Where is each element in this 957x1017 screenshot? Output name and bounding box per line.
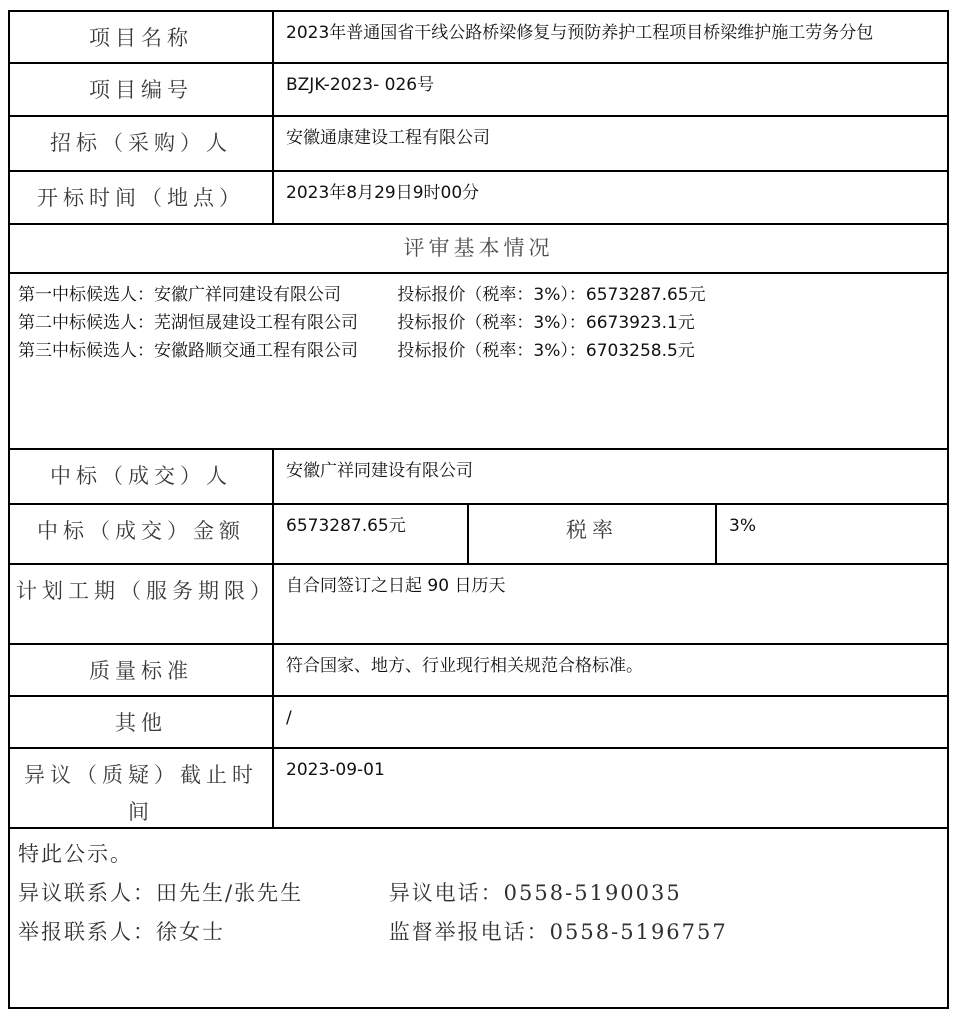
winner-label: 中标（成交）人 <box>10 450 274 503</box>
other-label: 其他 <box>10 697 274 747</box>
bid-opening-label: 开标时间（地点） <box>10 172 274 223</box>
objection-phone: 异议电话：0558-5190035 <box>388 881 682 905</box>
quality-standard-label: 质量标准 <box>10 645 274 695</box>
candidate-list <box>10 274 947 448</box>
project-name-value: 2023年普通国省干线公路桥梁修复与预防养护工程项目桥梁维护施工劳务分包 <box>286 23 874 43</box>
project-number-label: 项目编号 <box>10 64 274 115</box>
candidate-item <box>18 337 939 365</box>
table-row-other <box>10 697 947 749</box>
objection-contact-person: 异议联系人：田先生/张先生 <box>18 881 304 905</box>
table-row-review-section-header <box>10 225 947 274</box>
report-phone: 监督举报电话：0558-5196757 <box>388 920 728 944</box>
candidate-name: 第三中标候选人：安徽路顺交通工程有限公司 <box>18 341 358 361</box>
candidate-item <box>18 309 939 337</box>
objection-deadline-label: 异议（质疑）截止时间 <box>10 749 274 827</box>
report-contact-line <box>18 913 939 952</box>
objection-contact-line <box>18 874 939 913</box>
candidate-bid: 投标报价（税率：3%）：6573287.65元 <box>397 285 706 305</box>
announcement-table <box>8 10 949 1009</box>
table-row-project-name <box>10 12 947 64</box>
table-row-winner <box>10 450 947 505</box>
tenderer-value: 安徽通康建设工程有限公司 <box>286 128 490 148</box>
candidate-name: 第一中标候选人：安徽广祥同建设有限公司 <box>18 285 341 305</box>
notice-text: 特此公示。 <box>18 842 133 866</box>
project-number-value: BZJK-2023- 026号 <box>286 75 435 95</box>
candidate-bid: 投标报价（税率：3%）：6703258.5元 <box>397 341 695 361</box>
table-row-candidates <box>10 274 947 450</box>
other-value: / <box>286 708 292 728</box>
table-row-tenderer <box>10 117 947 172</box>
winner-value: 安徽广祥同建设有限公司 <box>286 461 473 481</box>
candidate-bid: 投标报价（税率：3%）：6673923.1元 <box>397 313 695 333</box>
objection-deadline-value: 2023-09-01 <box>286 760 385 780</box>
project-name-label: 项目名称 <box>10 12 274 62</box>
table-row-construction-period <box>10 565 947 645</box>
award-amount-value: 6573287.65元 <box>274 505 469 563</box>
table-row-footer <box>10 829 947 1007</box>
tax-rate-value: 3% <box>729 516 756 536</box>
review-section-title: 评审基本情况 <box>403 236 554 260</box>
quality-standard-value: 符合国家、地方、行业现行相关规范合格标准。 <box>286 656 643 676</box>
table-row-bid-opening <box>10 172 947 225</box>
tenderer-label: 招标（采购）人 <box>10 117 274 170</box>
table-row-objection-deadline <box>10 749 947 829</box>
footer-block <box>10 829 947 1007</box>
tax-rate-label: 税率 <box>469 505 717 563</box>
bid-opening-value: 2023年8月29日9时00分 <box>286 183 480 203</box>
award-amount-label: 中标（成交）金额 <box>10 505 274 563</box>
construction-period-value: 自合同签订之日起 90 日历天 <box>286 576 506 596</box>
table-row-project-number <box>10 64 947 117</box>
construction-period-label: 计划工期（服务期限） <box>10 565 274 643</box>
candidate-item <box>18 281 939 309</box>
report-contact-person: 举报联系人：徐女士 <box>18 920 225 944</box>
candidate-name: 第二中标候选人：芜湖恒晟建设工程有限公司 <box>18 313 358 333</box>
table-row-quality-standard <box>10 645 947 697</box>
table-row-award-amount <box>10 505 947 565</box>
